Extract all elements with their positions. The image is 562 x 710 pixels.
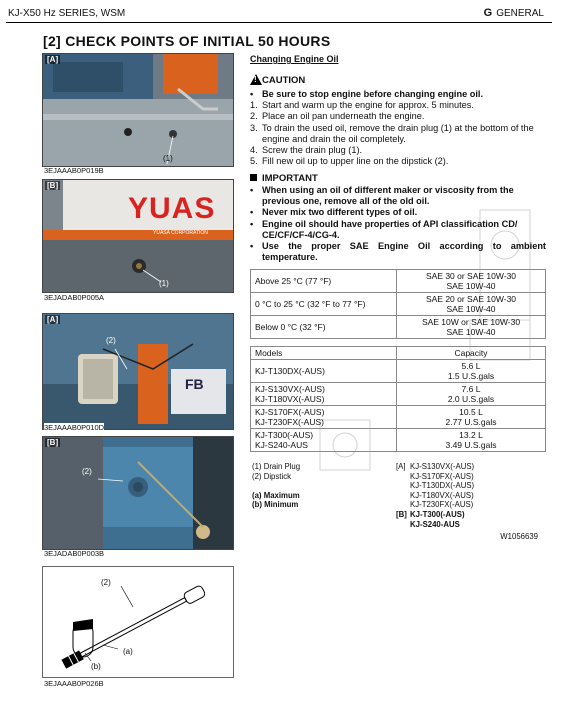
oil-viscosity-table xyxy=(250,269,546,339)
step-item: 4. Screw the drain plug (1). xyxy=(250,145,363,156)
legend-item: (a) Maximum xyxy=(252,490,300,500)
callout-dipstick: (2) xyxy=(82,467,92,476)
step-item: 5. Fill new oil up to upper line on the dipstick (2). xyxy=(250,156,449,167)
legend-item: (1) Drain Plug xyxy=(252,462,301,471)
photo-drain-plug-b xyxy=(42,179,234,293)
warning-icon xyxy=(250,74,262,85)
callout-maximum: (a) xyxy=(123,647,133,656)
table-row xyxy=(251,293,546,316)
capacity-cell: 13.2 L 3.49 U.S.gals xyxy=(397,429,546,452)
photo-label: [B] xyxy=(47,181,59,190)
caution-label: CAUTION xyxy=(262,75,306,86)
oil-cell: SAE 10W or SAE 10W-30 SAE 10W-40 xyxy=(397,316,546,339)
photo-code: 3EJADAB0P005A xyxy=(44,293,105,302)
brand-sub: YUASA CORPORATION xyxy=(153,230,208,236)
legend-item: (2) Dipstick xyxy=(252,471,291,481)
legend-item: (b) Minimum xyxy=(252,500,299,510)
photo-label: [A] xyxy=(47,55,59,64)
page-title: [2] CHECK POINTS OF INITIAL 50 HOURS xyxy=(43,33,331,49)
important-label: IMPORTANT xyxy=(262,173,318,184)
temp-cell: Below 0 °C (32 °F) xyxy=(251,316,397,339)
photo-code: 3EJADAB0P003B xyxy=(44,549,105,558)
step-item: 2. Place an oil pan underneath the engine. xyxy=(250,111,425,122)
photo-code: 3EJAAAB0P010D xyxy=(44,423,105,432)
header-section xyxy=(484,7,544,19)
photo-code: 3EJAAAB0P026B xyxy=(44,679,104,688)
photo-drain-plug-a-image xyxy=(43,54,233,166)
photo-dipstick-a-image xyxy=(43,314,233,429)
models-cell: KJ-T130DX(-AUS) xyxy=(251,360,397,383)
header-general: GENERAL xyxy=(496,8,544,19)
header-series: KJ-X50 Hz SERIES, WSM xyxy=(8,8,126,19)
photo-code: 3EJAAAB0P019B xyxy=(44,166,104,175)
table-row xyxy=(251,316,546,339)
table-row xyxy=(251,429,546,452)
header-rule xyxy=(6,22,552,23)
photo-label: [A] xyxy=(47,315,59,324)
caution-block xyxy=(250,89,546,167)
important-icon xyxy=(250,174,257,181)
models-cell: KJ-S130VX(-AUS) KJ-T180VX(-AUS) xyxy=(251,383,397,406)
header-letter: G xyxy=(483,7,493,19)
photo-drain-plug-a xyxy=(42,53,234,167)
callout-dipstick: (2) xyxy=(101,578,111,587)
callout-dipstick: (2) xyxy=(106,336,116,345)
dipstick-drawing xyxy=(43,567,233,677)
document-code: W1056639 xyxy=(500,532,538,541)
important-item: • Engine oil should have properties of API classification CD/ CE/CF/CF-4/CG-4. xyxy=(250,218,518,240)
models-header: Models xyxy=(251,347,397,360)
capacity-header: Capacity xyxy=(397,347,546,360)
temp-cell: 0 °C to 25 °C (32 °F to 77 °F) xyxy=(251,293,397,316)
capacity-cell: 5.6 L 1.5 U.S.gals xyxy=(397,360,546,383)
callout-minimum: (b) xyxy=(91,662,101,671)
battery-mark: FB xyxy=(185,376,204,392)
dipstick-diagram xyxy=(42,566,234,678)
important-block xyxy=(250,185,546,263)
step-item: 3. To drain the used oil, remove the drain plug (1) at the bottom of the engine and drain the oil completely. xyxy=(250,122,534,144)
table-row xyxy=(251,360,546,383)
photo-dipstick-a xyxy=(42,313,234,430)
callout-drain-plug: (1) xyxy=(163,154,173,163)
legend-callouts xyxy=(252,462,300,510)
legend-models xyxy=(396,462,474,529)
step-item: 1. Start and warm up the engine for approx. 5 minutes. xyxy=(250,100,474,111)
callout-drain-plug: (1) xyxy=(159,279,169,288)
photo-dipstick-b xyxy=(42,436,234,550)
important-item: • When using an oil of different maker or viscosity from the previous one, remove all of the old oil. xyxy=(250,185,514,207)
oil-cell: SAE 30 or SAE 10W-30 SAE 10W-40 xyxy=(397,270,546,293)
brand-logo: YUAS xyxy=(128,192,216,225)
important-item: • Use the proper SAE Engine Oil according to ambient temperature. xyxy=(250,241,546,263)
legend-group-a: [A] KJ-S130VX(-AUS) KJ-S170FX(-AUS) KJ-T130DX(-AUS) KJ-T180VX(-AUS) KJ-T230FX(-AUS) xyxy=(396,462,475,510)
legend-spacer xyxy=(252,481,300,491)
table-row xyxy=(251,406,546,429)
oil-capacity-table xyxy=(250,346,546,452)
photo-label: [B] xyxy=(47,438,59,447)
models-cell: KJ-T300(-AUS) KJ-S240-AUS xyxy=(251,429,397,452)
legend-group-b: [B] KJ-T300(-AUS) KJ-S240-AUS xyxy=(396,509,465,529)
caution-item: • Be sure to stop engine before changing engine oil. xyxy=(250,89,484,99)
table-row xyxy=(251,270,546,293)
models-cell: KJ-S170FX(-AUS) KJ-T230FX(-AUS) xyxy=(251,406,397,429)
oil-cell: SAE 20 or SAE 10W-30 SAE 10W-40 xyxy=(397,293,546,316)
table-header-row xyxy=(251,347,546,360)
important-item: • Never mix two different types of oil. xyxy=(250,207,418,218)
capacity-cell: 7.6 L 2.0 U.S.gals xyxy=(397,383,546,406)
subsection-title: Changing Engine Oil xyxy=(250,54,339,64)
table-row xyxy=(251,383,546,406)
temp-cell: Above 25 °C (77 °F) xyxy=(251,270,397,293)
capacity-cell: 10.5 L 2.77 U.S.gals xyxy=(397,406,546,429)
photo-dipstick-b-image xyxy=(43,437,233,549)
